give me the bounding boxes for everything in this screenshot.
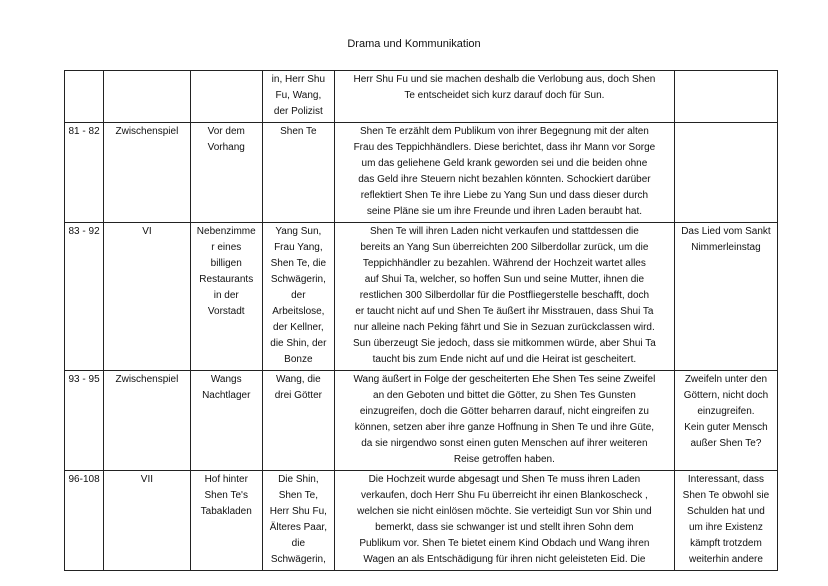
cell-notes-line: kämpft trotzdem bbox=[690, 538, 762, 549]
cell-notes bbox=[674, 371, 777, 471]
table-row bbox=[65, 223, 778, 371]
cell-content-line: einzugreifen, doch die Götter beharren darauf, nicht eingreifen zu bbox=[359, 406, 649, 417]
page-title: Drama und Kommunikation bbox=[347, 38, 481, 50]
cell-content-line: Reise getroffen haben. bbox=[453, 454, 555, 465]
cell-characters-line: der bbox=[291, 290, 306, 301]
cell-notes-line: Das Lied vom Sankt bbox=[681, 226, 771, 237]
cell-characters-line: Frau Yang, bbox=[274, 242, 323, 253]
cell-characters-line: die Shin, der bbox=[270, 338, 327, 349]
cell-notes-line: Shen Te obwohl sie bbox=[682, 490, 770, 501]
cell-place bbox=[190, 123, 262, 223]
cell-content-line: an den Geboten und bittet die Götter, zu Shen Tes Gunsten bbox=[373, 390, 636, 401]
cell-notes bbox=[674, 123, 777, 223]
cell-notes-line: Interessant, dass bbox=[687, 474, 765, 485]
cell-notes-line: außer Shen Te? bbox=[690, 438, 762, 449]
cell-pages bbox=[65, 223, 104, 371]
cell-scene-line: Zwischenspiel bbox=[115, 374, 179, 385]
cell-content-line: können, setzen aber ihre ganze Hoffnung in Shen Te und ihre Güte, bbox=[354, 422, 655, 433]
cell-content-line: Publikum vor. Shen Te bietet einem Kind Obdach und Wang ihren bbox=[359, 538, 650, 549]
cell-place-line: Shen Te's bbox=[204, 490, 248, 501]
cell-content-line: Shen Te erzählt dem Publikum von ihrer Begegnung mit der alten bbox=[359, 126, 649, 137]
cell-content bbox=[334, 71, 674, 123]
cell-characters-line: die bbox=[291, 538, 306, 549]
cell-notes-line: Göttern, nicht doch bbox=[683, 390, 769, 401]
cell-place-line: Nachtlager bbox=[202, 390, 251, 401]
cell-notes-line: Kein guter Mensch bbox=[684, 422, 768, 433]
cell-characters bbox=[262, 223, 334, 371]
cell-characters-line: Herr Shu Fu, bbox=[269, 506, 327, 517]
cell-characters-line: Älteres Paar, bbox=[269, 522, 327, 533]
cell-content-line: bereits an Yang Sun überreichten 200 Silberdollar zurück, um die bbox=[360, 242, 649, 253]
cell-content bbox=[334, 223, 674, 371]
cell-scene-line: VII bbox=[140, 474, 154, 485]
cell-content-line: da sie nirgendwo sonst einen guten Menschen auf ihrer weiteren bbox=[361, 438, 648, 449]
cell-characters bbox=[262, 471, 334, 571]
cell-place-line: Vor dem bbox=[207, 126, 245, 137]
table-row bbox=[65, 71, 778, 123]
cell-notes-line: Nimmerleinstag bbox=[691, 242, 761, 253]
cell-content-line: seine Pläne sie um ihre Freunde und ihren Laden beraubt hat. bbox=[366, 206, 642, 217]
cell-place bbox=[190, 223, 262, 371]
cell-scene bbox=[104, 471, 191, 571]
cell-scene bbox=[104, 223, 191, 371]
cell-notes-line: weiterhin andere bbox=[688, 554, 763, 565]
cell-characters-line: Shen Te bbox=[280, 126, 317, 137]
cell-notes bbox=[674, 223, 777, 371]
cell-characters-line: Shen Te, die bbox=[270, 258, 327, 269]
cell-place-line: Restaurants bbox=[199, 274, 254, 285]
cell-characters bbox=[262, 371, 334, 471]
cell-notes-line: Zweifeln unter den bbox=[684, 374, 768, 385]
cell-scene bbox=[104, 123, 191, 223]
cell-characters-line: Die Shin, bbox=[278, 474, 319, 485]
table-row bbox=[65, 471, 778, 571]
cell-content-line: bemerkt, dass sie schwanger ist und stellt ihren Sohn dem bbox=[375, 522, 634, 533]
cell-place-line: in der bbox=[213, 290, 239, 301]
cell-content-line: er taucht nicht auf und Shen Te äußert ihr Misstrauen, dass Shui Ta bbox=[355, 306, 654, 317]
cell-notes-line: Schulden hat und bbox=[687, 506, 765, 517]
cell-content-line: nur alleine nach Peking fährt und Sie in Sezuan zurückclassen wird. bbox=[354, 322, 655, 333]
cell-content-line: um das geliehene Geld krank geworden sei und die beiden ohne bbox=[361, 158, 648, 169]
cell-scene-line: Zwischenspiel bbox=[115, 126, 179, 137]
table-row bbox=[65, 371, 778, 471]
cell-pages-line: 83 - 92 bbox=[68, 226, 100, 237]
cell-pages bbox=[65, 371, 104, 471]
cell-scene bbox=[104, 371, 191, 471]
cell-characters-line: Schwägerin, bbox=[270, 554, 326, 565]
cell-characters-line: Schwägerin, bbox=[270, 274, 326, 285]
cell-characters-line: Shen Te, bbox=[278, 490, 318, 501]
cell-pages-line: 96-108 bbox=[68, 474, 100, 485]
cell-place bbox=[190, 71, 262, 123]
cell-content-line: Sun überzeugt Sie jedoch, dass sie mitkommen würde, aber Shui Ta bbox=[353, 338, 656, 349]
table-row bbox=[65, 123, 778, 223]
cell-content bbox=[334, 371, 674, 471]
cell-place-line: Vorstadt bbox=[207, 306, 245, 317]
cell-content-line: welchen sie nicht einlösen möchte. Sie verteidigt Sun vor Shin und bbox=[357, 506, 652, 517]
cell-content-line: Herr Shu Fu und sie machen deshalb die Verlobung aus, doch Shen bbox=[353, 74, 656, 85]
cell-characters-line: der Polizist bbox=[273, 106, 323, 117]
cell-content-line: Die Hochzeit wurde abgesagt und Shen Te muss ihren Laden bbox=[368, 474, 641, 485]
cell-place-line: Nebenzimme bbox=[196, 226, 256, 237]
cell-pages-line: 93 - 95 bbox=[68, 374, 100, 385]
cell-place bbox=[190, 471, 262, 571]
cell-content-line: verkaufen, doch Herr Shu Fu überreicht ihr einen Blankoscheck , bbox=[360, 490, 648, 501]
cell-content-line: Frau des Teppichhändlers. Diese berichtet, dass ihr Mann vor Sorge bbox=[353, 142, 656, 153]
scene-table bbox=[64, 70, 778, 571]
cell-scene bbox=[104, 71, 191, 123]
cell-content bbox=[334, 471, 674, 571]
cell-place-line: Tabakladen bbox=[200, 506, 252, 517]
cell-notes bbox=[674, 71, 777, 123]
cell-characters-line: drei Götter bbox=[274, 390, 322, 401]
cell-place-line: Vorhang bbox=[207, 142, 245, 153]
cell-content-line: auf Shui Ta, welcher, so hoffen Sun und seine Mutter, ihnen die bbox=[364, 274, 645, 285]
cell-place-line: Hof hinter bbox=[204, 474, 248, 485]
cell-characters-line: Arbeitslose, bbox=[272, 306, 325, 317]
cell-notes bbox=[674, 471, 777, 571]
cell-content-line: Wang äußert in Folge der gescheiterten Ehe Shen Tes seine Zweifel bbox=[353, 374, 656, 385]
cell-pages bbox=[65, 471, 104, 571]
cell-content-line: Shen Te will ihren Laden nicht verkaufen und stattdessen die bbox=[369, 226, 639, 237]
cell-characters bbox=[262, 123, 334, 223]
cell-content-line: Wagen an als Entschädigung für ihren nicht geleisteten Eid. Die bbox=[363, 554, 646, 565]
cell-characters bbox=[262, 71, 334, 123]
cell-pages-line: 81 - 82 bbox=[68, 126, 100, 137]
cell-characters-line: in, Herr Shu bbox=[271, 74, 326, 85]
cell-place-line: billigen bbox=[210, 258, 242, 269]
cell-content-line: das Geld ihre Steuern nicht bezahlen könnten. Schockiert darüber bbox=[358, 174, 651, 185]
cell-pages bbox=[65, 71, 104, 123]
cell-notes-line: um ihre Existenz bbox=[688, 522, 763, 533]
cell-content-line: reflektiert Shen Te ihre Liebe zu Yang Sun und dass dieser durch bbox=[360, 190, 649, 201]
cell-content-line: Te entscheidet sich kurz darauf doch für Sun. bbox=[404, 90, 605, 101]
cell-characters-line: Yang Sun, bbox=[275, 226, 322, 237]
cell-characters-line: Bonze bbox=[284, 354, 313, 365]
cell-pages bbox=[65, 123, 104, 223]
cell-notes-line: einzugreifen. bbox=[697, 406, 755, 417]
cell-place-line: r eines bbox=[211, 242, 242, 253]
cell-content-line: restlichen 300 Silberdollar für die Postfliegerstelle beschafft, doch bbox=[359, 290, 650, 301]
cell-place bbox=[190, 371, 262, 471]
cell-characters-line: Fu, Wang, bbox=[275, 90, 322, 101]
cell-content bbox=[334, 123, 674, 223]
cell-scene-line: VI bbox=[142, 226, 152, 237]
cell-place-line: Wangs bbox=[210, 374, 242, 385]
cell-characters-line: Wang, die bbox=[276, 374, 321, 385]
cell-characters-line: der Kellner, bbox=[273, 322, 324, 333]
cell-content-line: Teppichhändler zu bezahlen. Während der Hochzeit wartet alles bbox=[362, 258, 646, 269]
cell-content-line: taucht bis zum Ende nicht auf und die Heirat ist gescheitert. bbox=[372, 354, 637, 365]
